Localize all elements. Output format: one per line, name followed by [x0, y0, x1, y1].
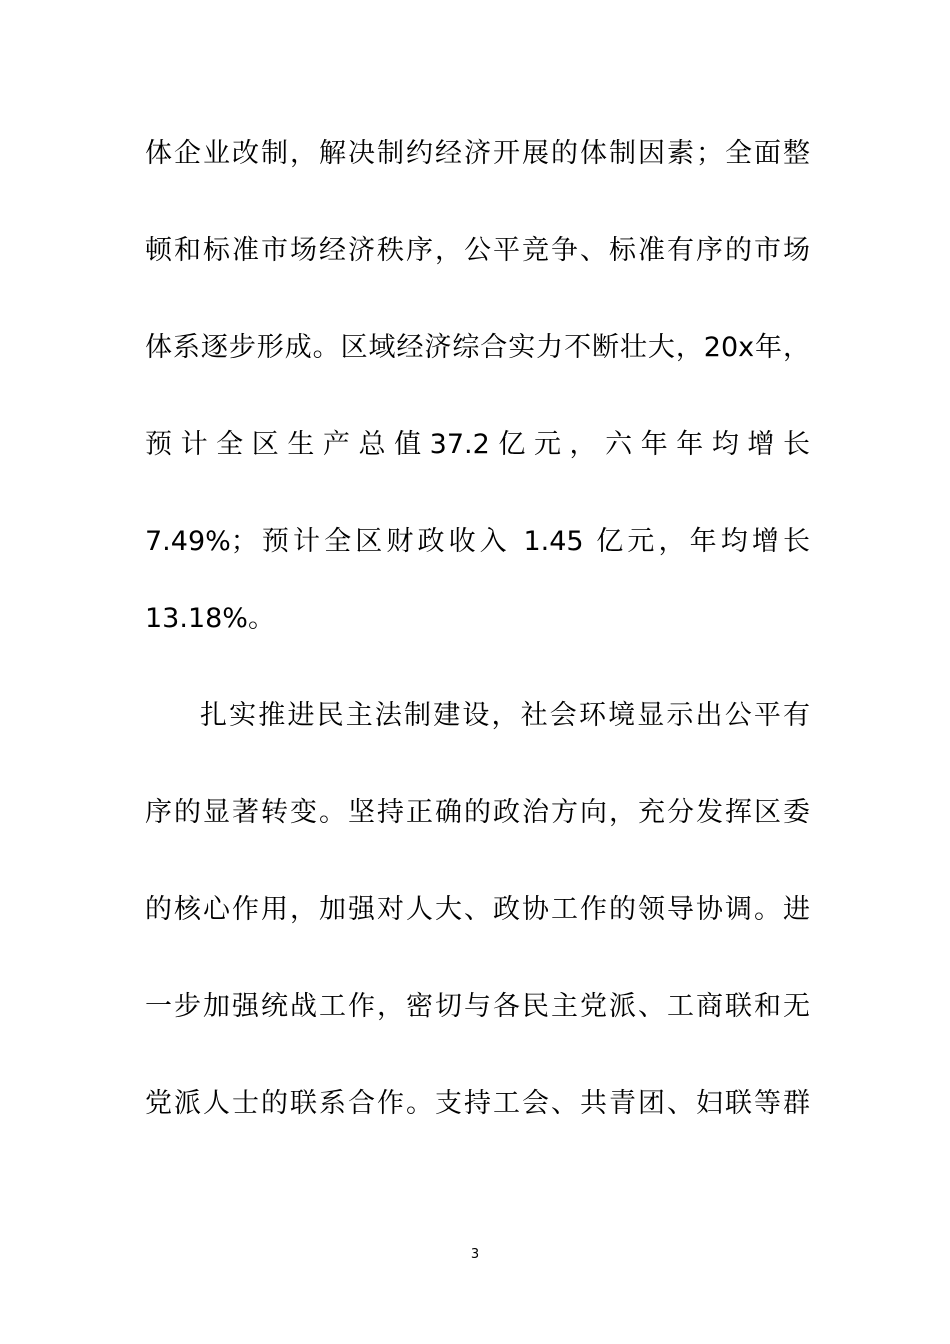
text-line-8: 序的显著转变。坚持正确的政治方向，充分发挥区委 [145, 797, 810, 828]
text-line-6: 13.18%。 [145, 603, 275, 634]
text-line-2: 顿和标准市场经济秩序，公平竞争、标准有序的市场 [145, 235, 810, 266]
text-line-10: 一步加强统战工作，密切与各民主党派、工商联和无 [145, 991, 810, 1022]
text-line-11: 党派人士的联系合作。支持工会、共青团、妇联等群 [145, 1088, 810, 1119]
text-line-3: 体系逐步形成。区域经济综合实力不断壮大，20x年， [145, 332, 810, 363]
text-line-9: 的核心作用，加强对人大、政协工作的领导协调。进 [145, 894, 810, 925]
text-line-4: 预 计 全 区 生 产 总 值 37.2 亿 元 ， 六 年 年 均 增 长 [145, 429, 811, 460]
text-line-1: 体企业改制，解决制约经济开展的体制因素；全面整 [145, 138, 810, 169]
text-line-5: 7.49%；预计全区财政收入 1.45 亿元，年均增长 [145, 526, 810, 557]
paragraph-start-line: 扎实推进民主法制建设，社会环境显示出公平有 [200, 700, 810, 731]
page-number: 3 [470, 1247, 480, 1262]
